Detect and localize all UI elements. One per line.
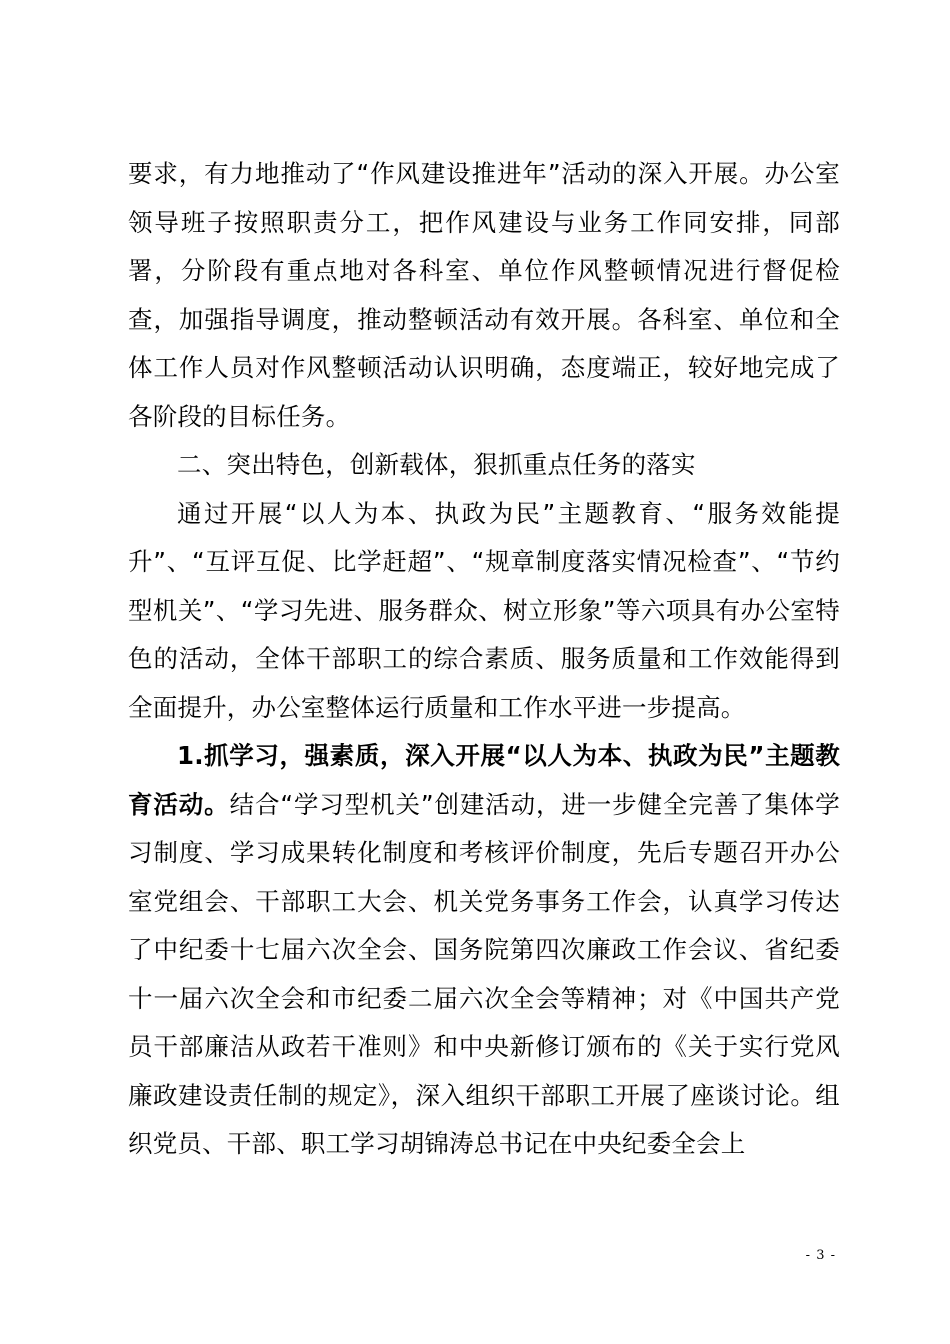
page-number: - 3 - (805, 1248, 836, 1263)
paragraph-intro (128, 490, 840, 733)
paragraph-text: 要求，有力地推动了“作风建设推进年”活动的深入开展。办公室领导班子按照职责分工，把作风建设与业务工作同安排，同部署，分阶段有重点地对各科室、单位作风整顿情况进行督促检查，加强指导调度，推动整顿活动有效开展。各科室、单位和全体工作人员对作风整顿活动认识明确，态度端正，较好地完成了各阶段的目标任务。 (128, 159, 840, 431)
paragraph-continuation (128, 150, 840, 441)
paragraph-text: 通过开展“以人为本、执政为民”主题教育、“服务效能提升”、“互评互促、比学赶超”、“规章制度落实情况检查”、“节约型机关”、“学习先进、服务群众、树立形象”等六项具有办公室特色的活动，全体干部职工的综合素质、服务质量和工作效能得到全面提升，办公室整体运行质量和工作水平进一步提高。 (128, 498, 840, 722)
item-heading-bold: 1.抓学习，强素质，深入开展“以人为本、执政为民”主题教育活动。 (128, 741, 840, 819)
section-heading-text: 二、突出特色，创新载体，狠抓重点任务的落实 (177, 450, 696, 479)
document-body (128, 150, 840, 1169)
paragraph-item-1 (128, 732, 840, 1169)
section-heading (128, 441, 840, 490)
paragraph-text: 结合“学习型机关”创建活动，进一步健全完善了集体学习制度、学习成果转化制度和考核评价制度，先后专题召开办公室党组会、干部职工大会、机关党务事务工作会，认真学习传达了中纪委十七届六次全会、国务院第四次廉政工作会议、省纪委十一届六次全会和市纪委二届六次全会等精神；对《中国共产党员干部廉洁从政若干准则》和中央新修订颁布的《关于实行党风廉政建设责任制的规定》，深入组织干部职工开展了座谈讨论。组织党员、干部、职工学习胡锦涛总书记在中央纪委全会上 (128, 789, 840, 1158)
